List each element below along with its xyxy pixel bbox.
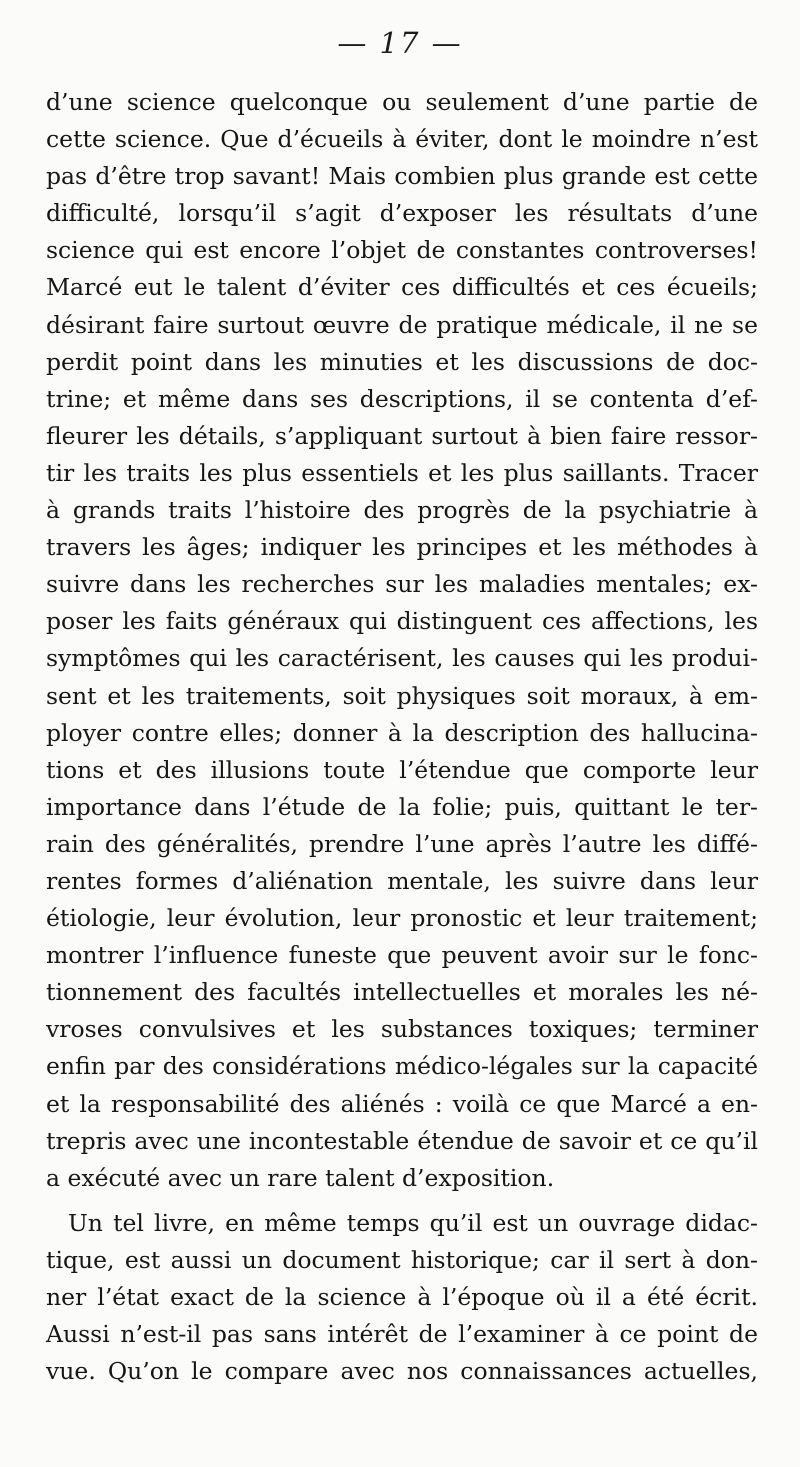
text-line: désirant faire surtout œuvre de pratique médicale, il ne se xyxy=(46,310,758,339)
body-text xyxy=(46,84,758,1390)
text-line: trine; et même dans ses descriptions, il se contenta d’ef- xyxy=(46,384,758,413)
text-line: Aussi n’est-il pas sans intérêt de l’examiner à ce point de xyxy=(46,1320,758,1349)
text-line: à grands traits l’histoire des progrès de la psychiatrie à xyxy=(46,496,758,525)
text-line: difficulté, lorsqu’il s’agit d’exposer les résultats d’une xyxy=(46,199,758,228)
text-line: rentes formes d’aliénation mentale, les suivre dans leur xyxy=(46,866,758,895)
text-line: vroses convulsives et les substances toxiques; terminer xyxy=(46,1015,758,1044)
text-line: d’une science quelconque ou seulement d’une partie de xyxy=(46,88,758,116)
text-line: montrer l’influence funeste que peuvent avoir sur le fonc- xyxy=(46,941,758,970)
text-line: Un tel livre, en même temps qu’il est un ouvrage didac- xyxy=(68,1208,758,1237)
text-line: tionnement des facultés intellectuelles et morales les né- xyxy=(46,978,758,1007)
paragraph xyxy=(46,1205,758,1390)
text-line: tions et des illusions toute l’étendue que comporte leur xyxy=(46,755,758,784)
text-line: a exécuté avec un rare talent d’exposition. xyxy=(46,1163,555,1192)
text-line: importance dans l’étude de la folie; puis, quittant le ter- xyxy=(46,792,758,821)
paragraph xyxy=(46,84,758,1197)
text-line: Marcé eut le talent d’éviter ces difficultés et ces écueils; xyxy=(46,273,758,302)
paragraph-spacer xyxy=(46,1197,758,1205)
text-line: suivre dans les recherches sur les maladies mentales; ex- xyxy=(46,570,758,599)
text-line: poser les faits généraux qui distinguent ces affections, les xyxy=(46,607,758,636)
text-line: enfin par des considérations médico-légales sur la capacité xyxy=(46,1052,758,1081)
text-line: travers les âges; indiquer les principes et les méthodes à xyxy=(46,533,758,562)
text-line: vue. Qu’on le compare avec nos connaissances actuelles, xyxy=(46,1357,758,1386)
text-line: rain des généralités, prendre l’une après l’autre les diffé- xyxy=(46,829,758,858)
text-line: fleurer les détails, s’appliquant surtout à bien faire ressor- xyxy=(46,421,758,450)
text-line: science qui est encore l’objet de constantes controverses! xyxy=(46,236,758,265)
text-line: trepris avec une incontestable étendue de savoir et ce qu’il xyxy=(46,1126,758,1155)
text-line: étiologie, leur évolution, leur pronostic et leur traitement; xyxy=(46,904,758,933)
page-number: — 17 — xyxy=(337,26,463,60)
text-line: perdit point dans les minuties et les discussions de doc- xyxy=(46,347,758,376)
text-line: ployer contre elles; donner à la description des hallucina- xyxy=(46,718,758,747)
text-line: sent et les traitements, soit physiques soit moraux, à em- xyxy=(46,681,758,710)
text-line: et la responsabilité des aliénés : voilà ce que Marcé a en- xyxy=(46,1089,758,1118)
text-line: tique, est aussi un document historique; car il sert à don- xyxy=(46,1245,758,1274)
text-line: pas d’être trop savant! Mais combien plus grande est cette xyxy=(46,162,758,191)
text-line: ner l’état exact de la science à l’époque où il a été écrit. xyxy=(46,1283,758,1311)
text-line: cette science. Que d’écueils à éviter, dont le moindre n’est xyxy=(46,125,758,154)
text-line: tir les traits les plus essentiels et les plus saillants. Tracer xyxy=(46,458,758,487)
text-line: symptômes qui les caractérisent, les causes qui les produi- xyxy=(46,644,758,673)
